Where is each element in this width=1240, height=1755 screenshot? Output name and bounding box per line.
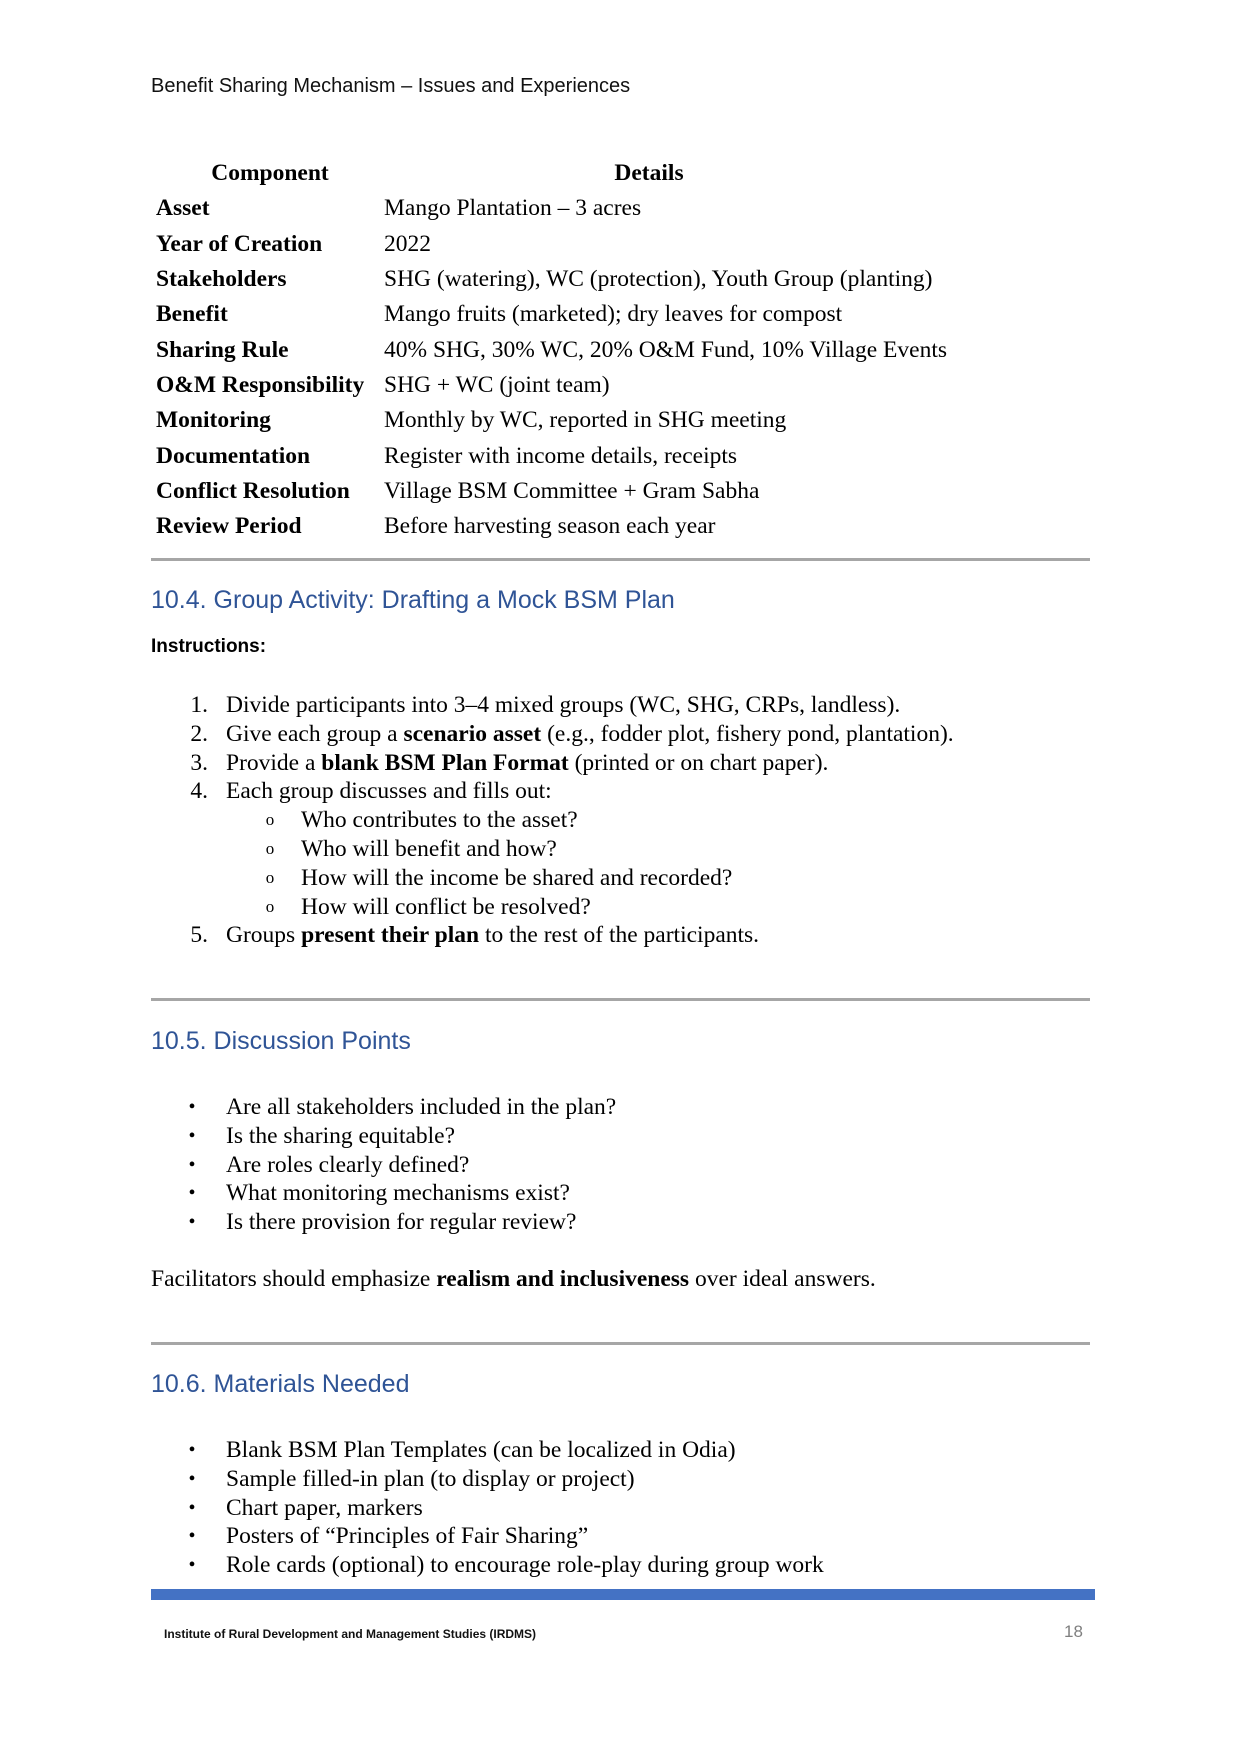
list-item bbox=[0, 720, 1100, 749]
sub-list-item bbox=[0, 893, 1100, 922]
text-run: to the rest of the participants. bbox=[479, 922, 760, 949]
list-number: 5. bbox=[190, 922, 208, 949]
list-number: 3. bbox=[190, 749, 208, 776]
list-item-text bbox=[226, 777, 552, 806]
text-run: Provide a bbox=[226, 749, 322, 776]
hollow-bullet-icon: o bbox=[265, 896, 275, 916]
component-cell: Year of Creation bbox=[156, 230, 323, 257]
text-run: Divide participants into 3–4 mixed groups (WC, SHG, CRPs, landless). bbox=[226, 692, 901, 718]
table-row bbox=[156, 262, 1056, 297]
details-cell: 40% SHG, 30% WC, 20% O&M Fund, 10% Village Events bbox=[384, 336, 948, 363]
list-item-text bbox=[226, 720, 954, 749]
list-item bbox=[0, 691, 1100, 720]
bullet-icon: • bbox=[188, 1554, 196, 1577]
component-cell: Monitoring bbox=[156, 407, 271, 434]
component-cell: Benefit bbox=[156, 301, 228, 328]
section-heading-10-5: 10.5. Discussion Points bbox=[151, 1027, 411, 1055]
list-item-text: Chart paper, markers bbox=[226, 1494, 423, 1521]
footer-accent-bar bbox=[151, 1589, 1095, 1600]
component-cell: Stakeholders bbox=[156, 266, 287, 293]
column-header-details: Details bbox=[614, 160, 684, 187]
page-number: 18 bbox=[1064, 1622, 1083, 1641]
list-item bbox=[0, 1179, 1100, 1208]
table-row bbox=[156, 368, 1056, 403]
table-row bbox=[156, 403, 1056, 438]
hollow-bullet-icon: o bbox=[265, 838, 275, 858]
facilitator-note bbox=[151, 1266, 876, 1293]
list-item bbox=[0, 1465, 1100, 1494]
table-row bbox=[156, 474, 1056, 509]
text-run: Each group discusses and fills out: bbox=[226, 778, 552, 805]
list-number: 4. bbox=[190, 778, 208, 805]
list-item-text: Who will benefit and how? bbox=[301, 835, 557, 862]
emphasis-text: scenario asset bbox=[403, 720, 542, 747]
component-cell: Documentation bbox=[156, 442, 311, 469]
details-cell: SHG (watering), WC (protection), Youth Group (planting) bbox=[384, 266, 933, 293]
component-cell: Conflict Resolution bbox=[156, 477, 350, 504]
list-item bbox=[0, 749, 1100, 778]
list-item-text: How will conflict be resolved? bbox=[301, 893, 591, 920]
table-row bbox=[156, 332, 1056, 367]
list-item-text: Who contributes to the asset? bbox=[301, 807, 578, 834]
emphasis-text: blank BSM Plan Format bbox=[321, 749, 569, 776]
materials-list bbox=[0, 1436, 1100, 1580]
list-item bbox=[0, 1436, 1100, 1465]
bullet-icon: • bbox=[188, 1182, 196, 1205]
hollow-bullet-icon: o bbox=[265, 867, 275, 887]
note-text: Facilitators should emphasize bbox=[151, 1266, 437, 1292]
list-number: 2. bbox=[190, 720, 208, 747]
text-run: Give each group a bbox=[226, 720, 404, 747]
list-item-text bbox=[226, 749, 828, 778]
sub-list-item bbox=[0, 806, 1100, 835]
table-row bbox=[156, 509, 1056, 544]
bullet-icon: • bbox=[188, 1525, 196, 1548]
list-item-text bbox=[226, 921, 759, 950]
text-run: (printed or on chart paper). bbox=[568, 749, 829, 776]
section-divider bbox=[151, 1342, 1090, 1345]
details-cell: SHG + WC (joint team) bbox=[384, 371, 610, 398]
sub-list-item bbox=[0, 835, 1100, 864]
list-item-text: Is the sharing equitable? bbox=[226, 1122, 456, 1149]
bullet-icon: • bbox=[188, 1211, 196, 1234]
text-run: (e.g., fodder plot, fishery pond, plantation). bbox=[541, 720, 954, 747]
bullet-icon: • bbox=[188, 1467, 196, 1490]
component-cell: Asset bbox=[156, 195, 210, 222]
list-item-text bbox=[226, 691, 900, 720]
table-row bbox=[156, 438, 1056, 473]
column-header-component: Component bbox=[211, 160, 329, 187]
bullet-icon: • bbox=[188, 1124, 196, 1147]
emphasis-text: present their plan bbox=[301, 922, 480, 949]
list-number: 1. bbox=[190, 692, 208, 718]
section-divider bbox=[151, 998, 1090, 1001]
bullet-icon: • bbox=[188, 1096, 196, 1118]
list-item-text: Sample filled-in plan (to display or project) bbox=[226, 1465, 635, 1492]
hollow-bullet-icon: o bbox=[265, 810, 275, 830]
list-item-text: Are roles clearly defined? bbox=[226, 1151, 470, 1178]
list-item-text: Posters of “Principles of Fair Sharing” bbox=[226, 1523, 589, 1550]
sub-list-item bbox=[0, 864, 1100, 893]
list-item bbox=[0, 777, 1100, 806]
section-heading-10-6: 10.6. Materials Needed bbox=[151, 1370, 410, 1398]
table-body bbox=[156, 191, 1056, 544]
list-item bbox=[0, 1208, 1100, 1237]
list-item-text: Role cards (optional) to encourage role-play during group work bbox=[226, 1552, 824, 1579]
details-cell: 2022 bbox=[384, 230, 431, 257]
details-cell: Mango Plantation – 3 acres bbox=[384, 195, 642, 222]
list-item-text: Blank BSM Plan Templates (can be localized in Odia) bbox=[226, 1437, 736, 1463]
list-item bbox=[0, 1151, 1100, 1180]
details-cell: Village BSM Committee + Gram Sabha bbox=[384, 477, 760, 504]
section-divider bbox=[151, 558, 1090, 561]
list-item bbox=[0, 1551, 1100, 1580]
list-item-text: What monitoring mechanisms exist? bbox=[226, 1180, 570, 1207]
details-cell: Monthly by WC, reported in SHG meeting bbox=[384, 407, 787, 434]
list-item bbox=[0, 1494, 1100, 1523]
list-item-text: Are all stakeholders included in the plan? bbox=[226, 1094, 617, 1120]
details-cell: Before harvesting season each year bbox=[384, 513, 716, 540]
bullet-icon: • bbox=[188, 1439, 196, 1461]
footer-institute: Institute of Rural Development and Management Studies (IRDMS) bbox=[164, 1627, 537, 1641]
list-item bbox=[0, 1522, 1100, 1551]
component-cell: Sharing Rule bbox=[156, 336, 289, 363]
discussion-points-list bbox=[0, 1093, 1100, 1237]
table-row bbox=[156, 191, 1056, 226]
bullet-icon: • bbox=[188, 1496, 196, 1519]
note-emphasis: realism and inclusiveness bbox=[436, 1266, 690, 1292]
list-item-text: How will the income be shared and recorded? bbox=[301, 864, 733, 891]
instructions-label: Instructions: bbox=[151, 636, 267, 657]
details-cell: Register with income details, receipts bbox=[384, 442, 738, 469]
section-heading-10-4: 10.4. Group Activity: Drafting a Mock BSM Plan bbox=[151, 586, 675, 614]
component-cell: O&M Responsibility bbox=[156, 371, 365, 398]
text-run: Groups bbox=[226, 922, 302, 949]
note-text-end: over ideal answers. bbox=[689, 1266, 876, 1292]
table-header-row bbox=[156, 156, 1056, 191]
list-item-text: Is there provision for regular review? bbox=[226, 1209, 577, 1236]
list-item bbox=[0, 1122, 1100, 1151]
bullet-icon: • bbox=[188, 1153, 196, 1176]
list-item bbox=[0, 1093, 1100, 1122]
bsm-plan-table bbox=[156, 156, 1056, 544]
details-cell: Mango fruits (marketed); dry leaves for compost bbox=[384, 301, 843, 328]
running-header: Benefit Sharing Mechanism – Issues and Experiences bbox=[151, 75, 631, 97]
component-cell: Review Period bbox=[156, 513, 302, 540]
instructions-list bbox=[0, 691, 1100, 950]
table-row bbox=[156, 297, 1056, 332]
table-row bbox=[156, 227, 1056, 262]
list-item bbox=[0, 921, 1100, 950]
